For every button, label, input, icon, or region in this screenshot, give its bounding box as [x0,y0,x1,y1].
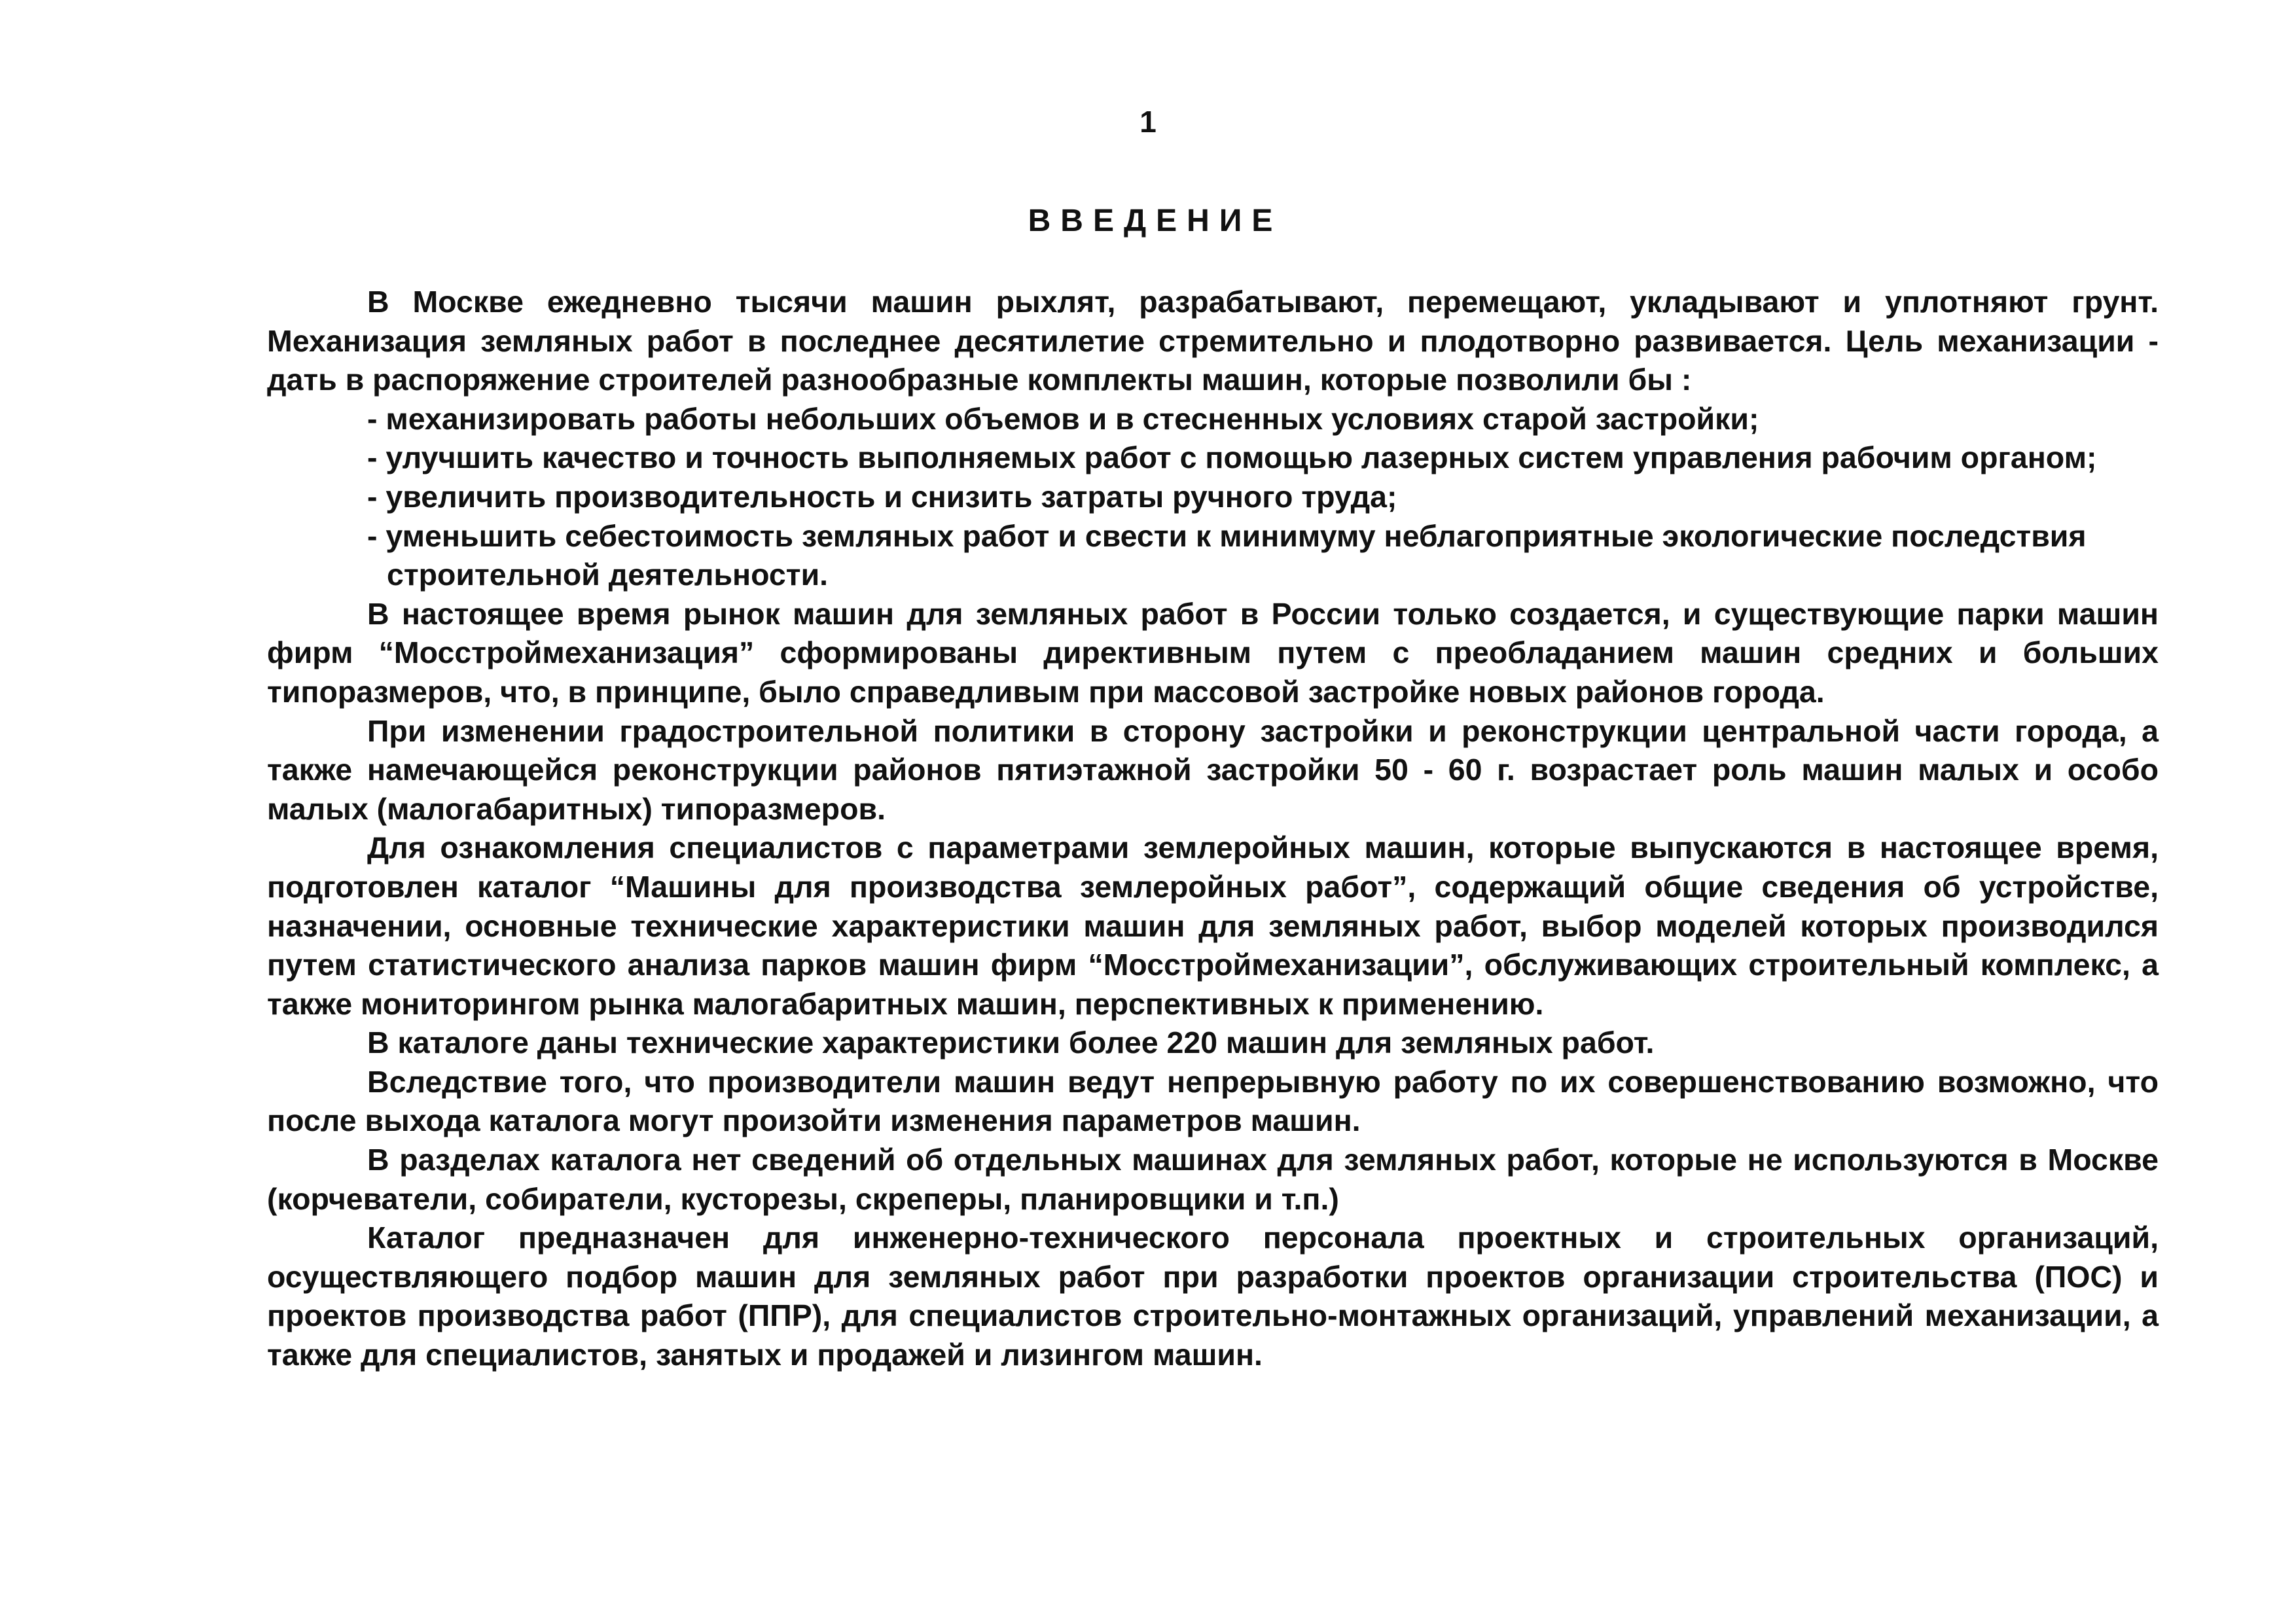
introduction-body [267,283,2159,1375]
paragraph-parameter-changes: Вследствие того, что производители машин ведут непрерывную работу по их совершенствованию возможно, что после выхода каталога могут произойти изменения параметров машин. [267,1064,2159,1138]
list-item [367,517,2159,595]
page-number: 1 [1139,105,1157,139]
paragraph-catalog-purpose: Для ознакомления специалистов с параметрами землеройных машин, которые выпускаются в настоящее время, подготовлен каталог “Машины для производства землеройных работ”, содержащий общие сведения об устройстве, назначении, основные технические характеристики машин для земляных работ, выбор моделей которых производился путем статистического анализа парков машин фирм “Мосстроймеханизации”, обслуживающих строительный комплекс, а также мониторингом рынка малогабаритных машин, перспективных к применению. [267,830,2159,1021]
goal-text: - уменьшить себестоимость земляных работ и свести к минимуму неблагоприятные экологические последствия строительной деятельности. [367,518,2087,592]
goal-text: - улучшить качество и точность выполняемых работ с помощью лазерных систем управления рабочим органом; [367,440,2097,475]
list-item [367,400,2159,439]
page-title: ВВЕДЕНИЕ [1028,204,1283,238]
list-item [367,438,2159,478]
paragraph-excluded-machines: В разделах каталога нет сведений об отдельных машинах для земляных работ, которые не используются в Москве (корчеватели, собиратели, кусторезы, скреперы, планировщики и т.п.) [267,1143,2159,1216]
goal-text: - увеличить производительность и снизить затраты ручного труда; [367,479,1397,514]
paragraph-urban-policy: При изменении градостроительной политики в сторону застройки и реконструкции центральной части города, а также намечающейся реконструкции районов пятиэтажной застройки 50 - 60 г. возрастает роль машин малых и особо малых (малогабаритных) типоразмеров. [267,713,2159,826]
paragraph-catalog-count: В каталоге даны технические характеристики более 220 машин для земляных работ. [367,1026,1655,1060]
paragraph-moscow-earthworks: В Москве ежедневно тысячи машин рыхлят, разрабатывают, перемещают, укладывают и уплотняют грунт. Механизация земляных работ в последнее десятилетие стремительно и плодотворно развивается. Цель механизации - дать в распоряжение строителей разнообразные комплекты машин, которые позволили бы : [267,285,2159,397]
paragraph-market-state: В настоящее время рынок машин для земляных работ в России только создается, и существующие парки машин фирм “Мосстроймеханизация” сформированы директивным путем с преобладанием машин средних и больших типоразмеров, что, в принципе, было справедливым при массовой застройке новых районов города. [267,596,2159,709]
list-item [367,478,2159,517]
paragraph-target-audience: Каталог предназначен для инженерно-технического персонала проектных и строительных организаций, осуществляющего подбор машин для земляных работ при разработки проектов организации строительства (ПОС) и проектов производства работ (ППР), для специалистов строительно-монтажных организаций, управлений механизации, а также для специалистов, занятых и продажей и лизингом машин. [267,1221,2159,1372]
goal-text: - механизировать работы небольших объемов и в стесненных условиях старой застройки; [367,401,1759,436]
